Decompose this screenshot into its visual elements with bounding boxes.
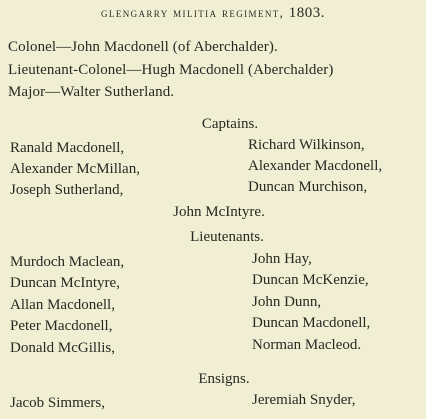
lieutenant-left-3: Allan Macdonell,: [10, 297, 115, 313]
lieutenant-right-5: Norman Macleod.: [252, 337, 362, 353]
lieutenant-right-1: John Hay,: [252, 251, 312, 267]
ensigns-title: Ensigns.: [198, 371, 250, 387]
page-heading: [0, 5, 426, 22]
major-line: Major—Walter Sutherland.: [8, 84, 175, 100]
heading-title: glengarry militia regiment,: [101, 6, 285, 20]
lieutenant-left-1: Murdoch Maclean,: [10, 254, 125, 270]
lieutenant-right-3: John Dunn,: [252, 294, 322, 310]
captain-left-2: Alexander McMillan,: [10, 161, 140, 177]
ensign-left-1: Jacob Simmers,: [10, 395, 105, 411]
heading-year: 1803.: [288, 5, 325, 21]
lieutenant-left-2: Duncan McIntyre,: [10, 275, 120, 291]
lieutenants-title: Lieutenants.: [190, 229, 264, 245]
ensign-right-1: Jeremiah Snyder,: [252, 392, 356, 408]
captain-right-1: Richard Wilkinson,: [248, 137, 365, 153]
captains-title: Captains.: [201, 116, 259, 132]
lieutenant-colonel-line: Lieutenant-Colonel—Hugh Macdonell (Aberchalder): [8, 62, 334, 78]
captain-right-2: Alexander Macdonell,: [248, 158, 383, 174]
lieutenant-left-5: Donald McGillis,: [10, 340, 115, 356]
lieutenant-left-4: Peter Macdonell,: [10, 318, 113, 334]
captain-last: John McIntyre.: [173, 204, 265, 220]
lieutenant-right-2: Duncan McKenzie,: [252, 272, 369, 288]
colonel-line: Colonel—John Macdonell (of Aberchalder).: [8, 39, 278, 55]
captain-right-3: Duncan Murchison,: [248, 179, 368, 195]
captain-left-3: Joseph Sutherland,: [10, 182, 124, 198]
captain-left-1: Ranald Macdonell,: [10, 140, 125, 156]
lieutenant-right-4: Duncan Macdonell,: [252, 315, 371, 331]
